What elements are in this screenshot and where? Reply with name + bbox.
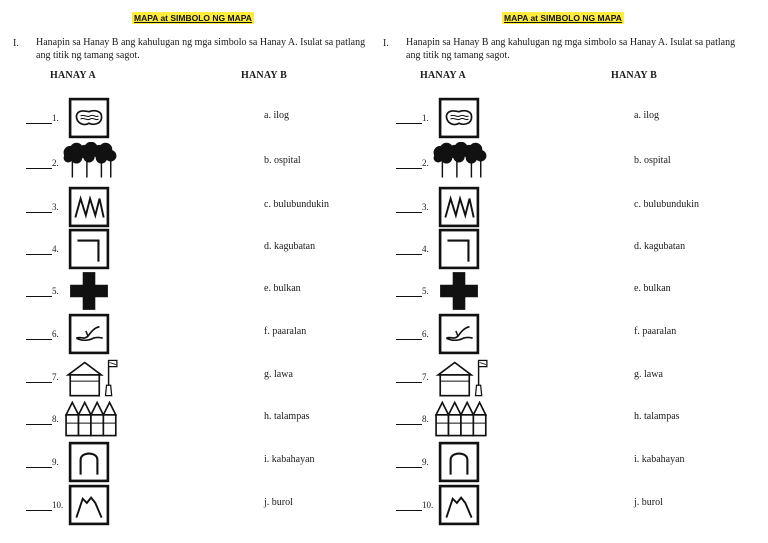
choice-text: a. ilog <box>264 110 289 121</box>
answer-blank[interactable] <box>26 168 52 169</box>
choice-text: i. kabahayan <box>634 454 685 465</box>
answer-blank[interactable] <box>26 212 52 213</box>
answer-blank[interactable] <box>26 296 52 297</box>
choice-text: g. lawa <box>264 369 293 380</box>
answer-blank[interactable] <box>396 296 422 297</box>
choice-text: a. ilog <box>634 110 659 121</box>
item-row <box>8 441 378 483</box>
item-number: 10. <box>52 500 64 510</box>
item-number: 2. <box>422 158 429 168</box>
column-b-header: HANAY B <box>241 70 287 81</box>
answer-blank[interactable] <box>26 339 52 340</box>
item-number: 9. <box>422 457 429 467</box>
answer-blank[interactable] <box>396 424 422 425</box>
item-row <box>378 97 748 139</box>
item-number: 7. <box>422 372 429 382</box>
answer-blank[interactable] <box>396 510 422 511</box>
item-row <box>378 484 748 526</box>
answer-blank[interactable] <box>26 424 52 425</box>
answer-blank[interactable] <box>26 467 52 468</box>
choice-text: d. kagubatan <box>634 241 686 252</box>
answer-blank[interactable] <box>396 254 422 255</box>
item-number: 1. <box>52 113 59 123</box>
choice-text: h. talampas <box>634 411 680 422</box>
mountain-range-icon <box>434 186 494 228</box>
answer-blank[interactable] <box>396 123 422 124</box>
answer-blank[interactable] <box>26 382 52 383</box>
item-row <box>8 270 378 312</box>
volcano-icon <box>64 484 124 526</box>
houses-icon <box>64 398 124 440</box>
choice-text: i. kabahayan <box>264 454 315 465</box>
item-number: 6. <box>52 329 59 339</box>
plain-icon <box>434 228 494 270</box>
item-row <box>8 97 378 139</box>
item-row <box>8 142 378 184</box>
item-number: 8. <box>52 414 59 424</box>
item-number: 9. <box>52 457 59 467</box>
worksheet-title: MAPA at SIMBOLO NG MAPA <box>134 13 252 23</box>
item-number: 3. <box>422 202 429 212</box>
river-icon <box>64 313 124 355</box>
choice-text: h. talampas <box>264 411 310 422</box>
volcano-icon <box>434 484 494 526</box>
item-row <box>8 484 378 526</box>
item-row <box>378 441 748 483</box>
question-number: I. <box>13 38 19 49</box>
mountain-range-icon <box>64 186 124 228</box>
item-number: 4. <box>52 244 59 254</box>
item-row <box>8 313 378 355</box>
answer-blank[interactable] <box>396 339 422 340</box>
lake-icon <box>434 97 494 139</box>
item-row <box>378 142 748 184</box>
instructions-text: Hanapin sa Hanay B ang kahulugan ng mga simbolo sa Hanay A. Isulat sa patlang ang titik ng tamang sagot. <box>36 37 366 61</box>
choice-text: d. kagubatan <box>264 241 316 252</box>
forest-icon <box>64 142 124 184</box>
answer-blank[interactable] <box>26 123 52 124</box>
choice-text: f. paaralan <box>264 326 307 337</box>
item-number: 5. <box>52 286 59 296</box>
item-number: 10. <box>422 500 434 510</box>
choice-text: j. burol <box>264 497 293 508</box>
item-number: 7. <box>52 372 59 382</box>
choice-text: j. burol <box>634 497 663 508</box>
item-row <box>378 356 748 398</box>
worksheet-title: MAPA at SIMBOLO NG MAPA <box>504 13 622 23</box>
river-icon <box>434 313 494 355</box>
item-row <box>378 313 748 355</box>
item-row <box>378 398 748 440</box>
answer-blank[interactable] <box>26 254 52 255</box>
school-icon <box>64 356 124 398</box>
item-row <box>8 398 378 440</box>
answer-blank[interactable] <box>396 168 422 169</box>
item-row <box>378 186 748 228</box>
choice-text: b. ospital <box>634 155 671 166</box>
hill-icon <box>434 441 494 483</box>
answer-blank[interactable] <box>396 382 422 383</box>
hill-icon <box>64 441 124 483</box>
hospital-cross-icon <box>64 270 124 312</box>
item-number: 6. <box>422 329 429 339</box>
forest-icon <box>434 142 494 184</box>
item-number: 1. <box>422 113 429 123</box>
item-number: 4. <box>422 244 429 254</box>
item-row <box>8 228 378 270</box>
choice-text: c. bulubundukin <box>634 199 699 210</box>
instructions-text: Hanapin sa Hanay B ang kahulugan ng mga simbolo sa Hanay A. Isulat sa patlang ang titik ng tamang sagot. <box>406 37 736 61</box>
choice-text: e. bulkan <box>634 283 671 294</box>
hospital-cross-icon <box>434 270 494 312</box>
houses-icon <box>434 398 494 440</box>
item-row <box>378 270 748 312</box>
school-icon <box>434 356 494 398</box>
answer-blank[interactable] <box>396 212 422 213</box>
column-a-header: HANAY A <box>420 70 466 81</box>
choice-text: b. ospital <box>264 155 301 166</box>
item-number: 3. <box>52 202 59 212</box>
worksheet-right <box>378 0 748 543</box>
question-number: I. <box>383 38 389 49</box>
item-number: 5. <box>422 286 429 296</box>
choice-text: e. bulkan <box>264 283 301 294</box>
column-b-header: HANAY B <box>611 70 657 81</box>
plain-icon <box>64 228 124 270</box>
worksheet-left <box>8 0 378 543</box>
choice-text: g. lawa <box>634 369 663 380</box>
item-row <box>8 186 378 228</box>
column-a-header: HANAY A <box>50 70 96 81</box>
item-row <box>378 228 748 270</box>
answer-blank[interactable] <box>396 467 422 468</box>
item-number: 2. <box>52 158 59 168</box>
item-number: 8. <box>422 414 429 424</box>
item-row <box>8 356 378 398</box>
choice-text: c. bulubundukin <box>264 199 329 210</box>
choice-text: f. paaralan <box>634 326 677 337</box>
answer-blank[interactable] <box>26 510 52 511</box>
lake-icon <box>64 97 124 139</box>
